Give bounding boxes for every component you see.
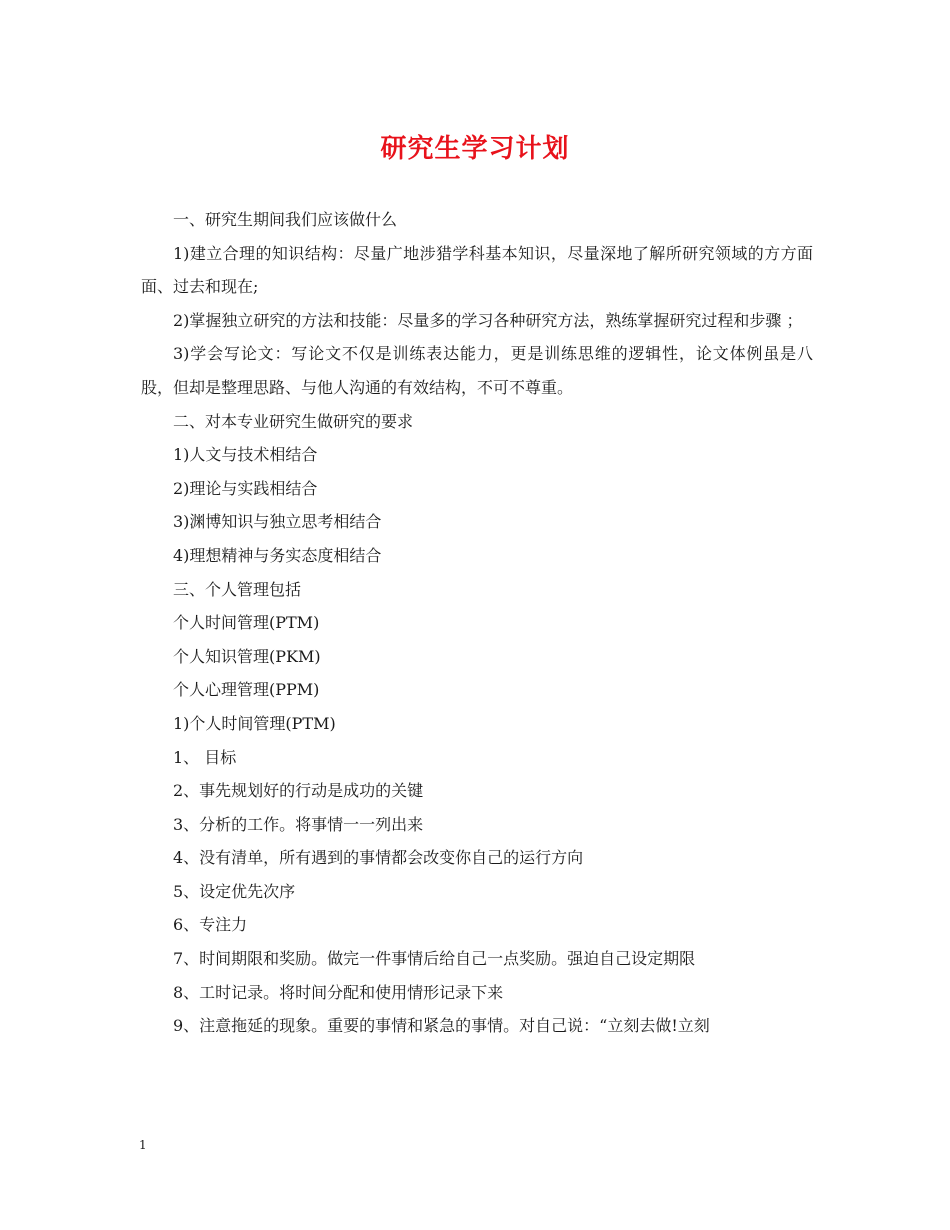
paragraph-11: 个人时间管理(PTM) (173, 613, 320, 633)
paragraph-5: 二、对本专业研究生做研究的要求 (173, 411, 414, 431)
document-title: 研究生学习计划 (380, 134, 570, 164)
paragraph-10: 三、个人管理包括 (173, 579, 302, 599)
paragraph-16: 2、事先规划好的行动是成功的关键 (173, 781, 424, 801)
paragraph-17: 3、分析的工作。将事情一一列出来 (173, 814, 424, 834)
paragraph-7: 2)理论与实践相结合 (173, 478, 318, 498)
paragraph-8: 3)渊博知识与独立思考相结合 (173, 512, 382, 532)
paragraph-13: 个人心理管理(PPM) (173, 680, 320, 700)
paragraph-3: 2)掌握独立研究的方法和技能：尽量多的学习各种研究方法，熟练掌握研究过程和步骤 ； (173, 310, 803, 330)
paragraph-1: 一、研究生期间我们应该做什么 (173, 210, 398, 229)
document-body (141, 203, 813, 1043)
paragraph-12: 个人知识管理(PKM) (173, 646, 321, 666)
paragraph-23: 9、注意拖延的现象。重要的事情和紧急的事情。对自己说：“立刻去做!立刻 (173, 1016, 710, 1036)
paragraph-6: 1)人文与技术相结合 (173, 445, 318, 465)
paragraph-18: 4、没有清单，所有遇到的事情都会改变你自己的运行方向 (173, 848, 584, 868)
paragraph-15: 1、 目标 (173, 747, 237, 767)
paragraph-22: 8、工时记录。将时间分配和使用情形记录下来 (173, 982, 504, 1002)
paragraph-21: 7、时间期限和奖励。做完一件事情后给自己一点奖励。强迫自己设定期限 (173, 949, 696, 969)
paragraph-14: 1)个人时间管理(PTM) (173, 713, 336, 733)
paragraph-9: 4)理想精神与务实态度相结合 (173, 545, 382, 565)
paragraph-4: 3)学会写论文：写论文不仅是训练表达能力，更是训练思维的逻辑性，论文体例虽是八股，但却是整理思路、与他人沟通的有效结构，不可不尊重。 (141, 344, 813, 397)
paragraph-20: 6、专注力 (173, 915, 248, 935)
paragraph-2: 1)建立合理的知识结构：尽量广地涉猎学科基本知识，尽量深地了解所研究领域的方方面面、过去和现在; (141, 243, 813, 297)
paragraph-19: 5、设定优先次序 (173, 881, 296, 901)
page-number: 1 (139, 1138, 147, 1152)
